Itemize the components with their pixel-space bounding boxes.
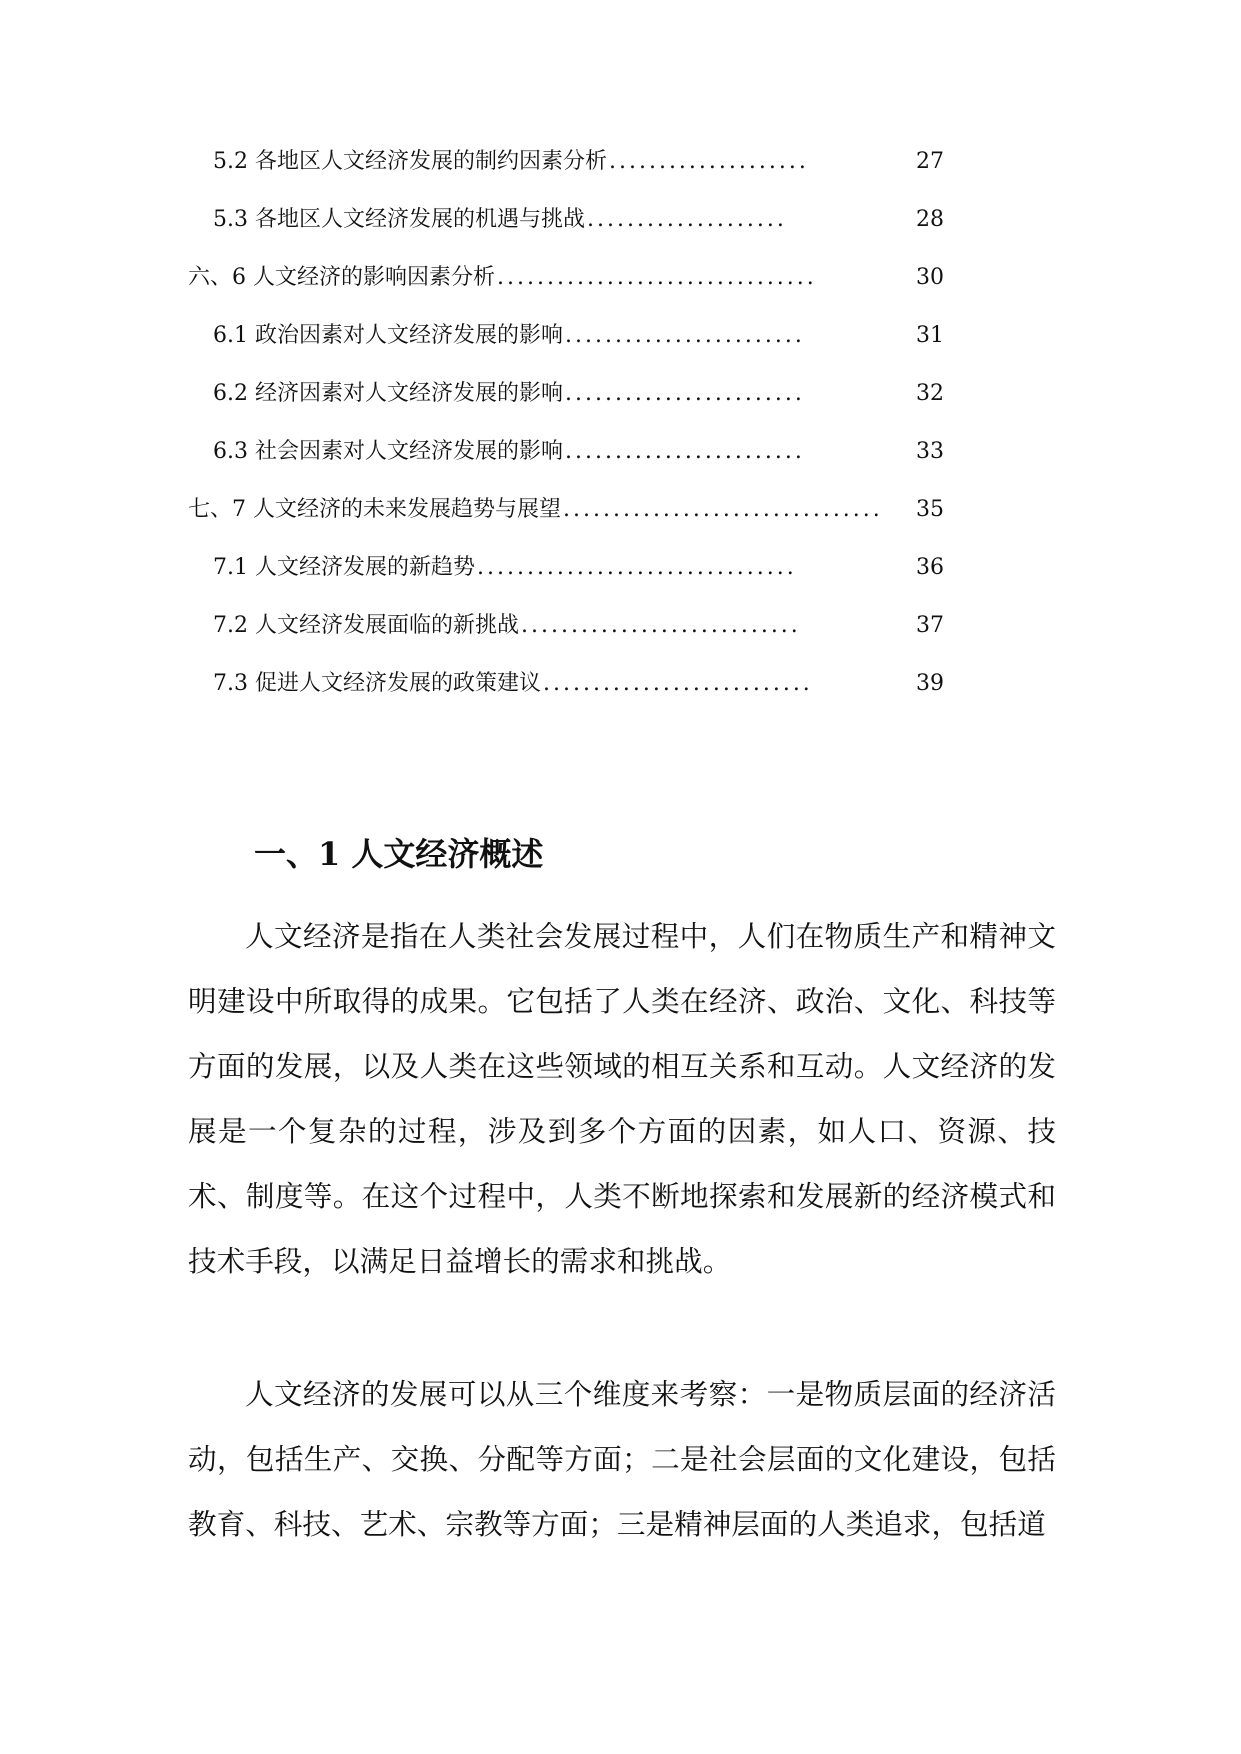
- section-heading: 一、1 人文经济概述: [254, 835, 544, 873]
- toc-page-number: 31: [916, 323, 944, 348]
- toc-entry-label: 6.3 社会因素对人文经济发展的影响: [213, 439, 563, 464]
- toc-entry-label: 六、6 人文经济的影响因素分析: [188, 265, 495, 290]
- toc-leader-dots: ................................: [476, 555, 797, 580]
- toc-entry[interactable]: [188, 261, 944, 295]
- toc-entry[interactable]: [213, 377, 944, 411]
- toc-entry-label: 5.2 各地区人文经济发展的制约因素分析: [213, 149, 607, 174]
- toc-entry-label: 七、7 人文经济的未来发展趋势与展望: [188, 497, 561, 522]
- toc-leader-dots: ........................: [564, 381, 805, 406]
- toc-leader-dots: ....................: [608, 149, 809, 174]
- toc-leader-dots: ................................: [497, 265, 817, 290]
- toc-page-number: 35: [916, 497, 944, 522]
- toc-entry-label: 6.1 政治因素对人文经济发展的影响: [213, 323, 563, 348]
- toc-page-number: 27: [916, 149, 944, 174]
- toc-entry-label: 7.2 人文经济发展面临的新挑战: [213, 613, 519, 638]
- body-paragraph: 人文经济的发展可以从三个维度来考察：一是物质层面的经济活动，包括生产、交换、分配等方面；二是社会层面的文化建设，包括教育、科技、艺术、宗教等方面；三是精神层面的人类追求，包括道: [188, 1377, 1056, 1541]
- toc-entry[interactable]: [213, 667, 944, 701]
- toc-entry[interactable]: [213, 609, 944, 643]
- toc-entry-label: 6.2 经济因素对人文经济发展的影响: [213, 381, 563, 406]
- toc-entry-label: 7.3 促进人文经济发展的政策建议: [213, 671, 541, 696]
- toc-leader-dots: ................................: [563, 497, 883, 522]
- toc-entry[interactable]: [213, 145, 944, 179]
- toc-leader-dots: ...........................: [542, 671, 813, 696]
- toc-page-number: 36: [916, 555, 944, 580]
- toc-leader-dots: ....................: [586, 207, 787, 232]
- body-paragraph: 人文经济是指在人类社会发展过程中，人们在物质生产和精神文明建设中所取得的成果。它包括了人类在经济、政治、文化、科技等方面的发展，以及人类在这些领域的相互关系和互动。人文经济的发展是一个复杂的过程，涉及到多个方面的因素，如人口、资源、技术、制度等。在这个过程中，人类不断地探索和发展新的经济模式和技术手段，以满足日益增长的需求和挑战。: [188, 919, 1056, 1278]
- toc-page-number: 39: [916, 671, 944, 696]
- toc-leader-dots: ........................: [564, 439, 805, 464]
- toc-entry-label: 7.1 人文经济发展的新趋势: [213, 555, 475, 580]
- toc-page-number: 32: [916, 381, 944, 406]
- toc-page-number: 37: [916, 613, 944, 638]
- toc-leader-dots: ........................: [564, 323, 805, 348]
- toc-entry[interactable]: [188, 493, 944, 527]
- toc-page-number: 30: [916, 265, 944, 290]
- toc-entry[interactable]: [213, 435, 944, 469]
- toc-entry-label: 5.3 各地区人文经济发展的机遇与挑战: [213, 207, 585, 232]
- toc-page-number: 33: [916, 439, 944, 464]
- toc-entry[interactable]: [213, 319, 944, 353]
- toc-leader-dots: ............................: [520, 613, 801, 638]
- toc-page-number: 28: [916, 207, 944, 232]
- toc-entry[interactable]: [213, 551, 944, 585]
- toc-entry[interactable]: [213, 203, 944, 237]
